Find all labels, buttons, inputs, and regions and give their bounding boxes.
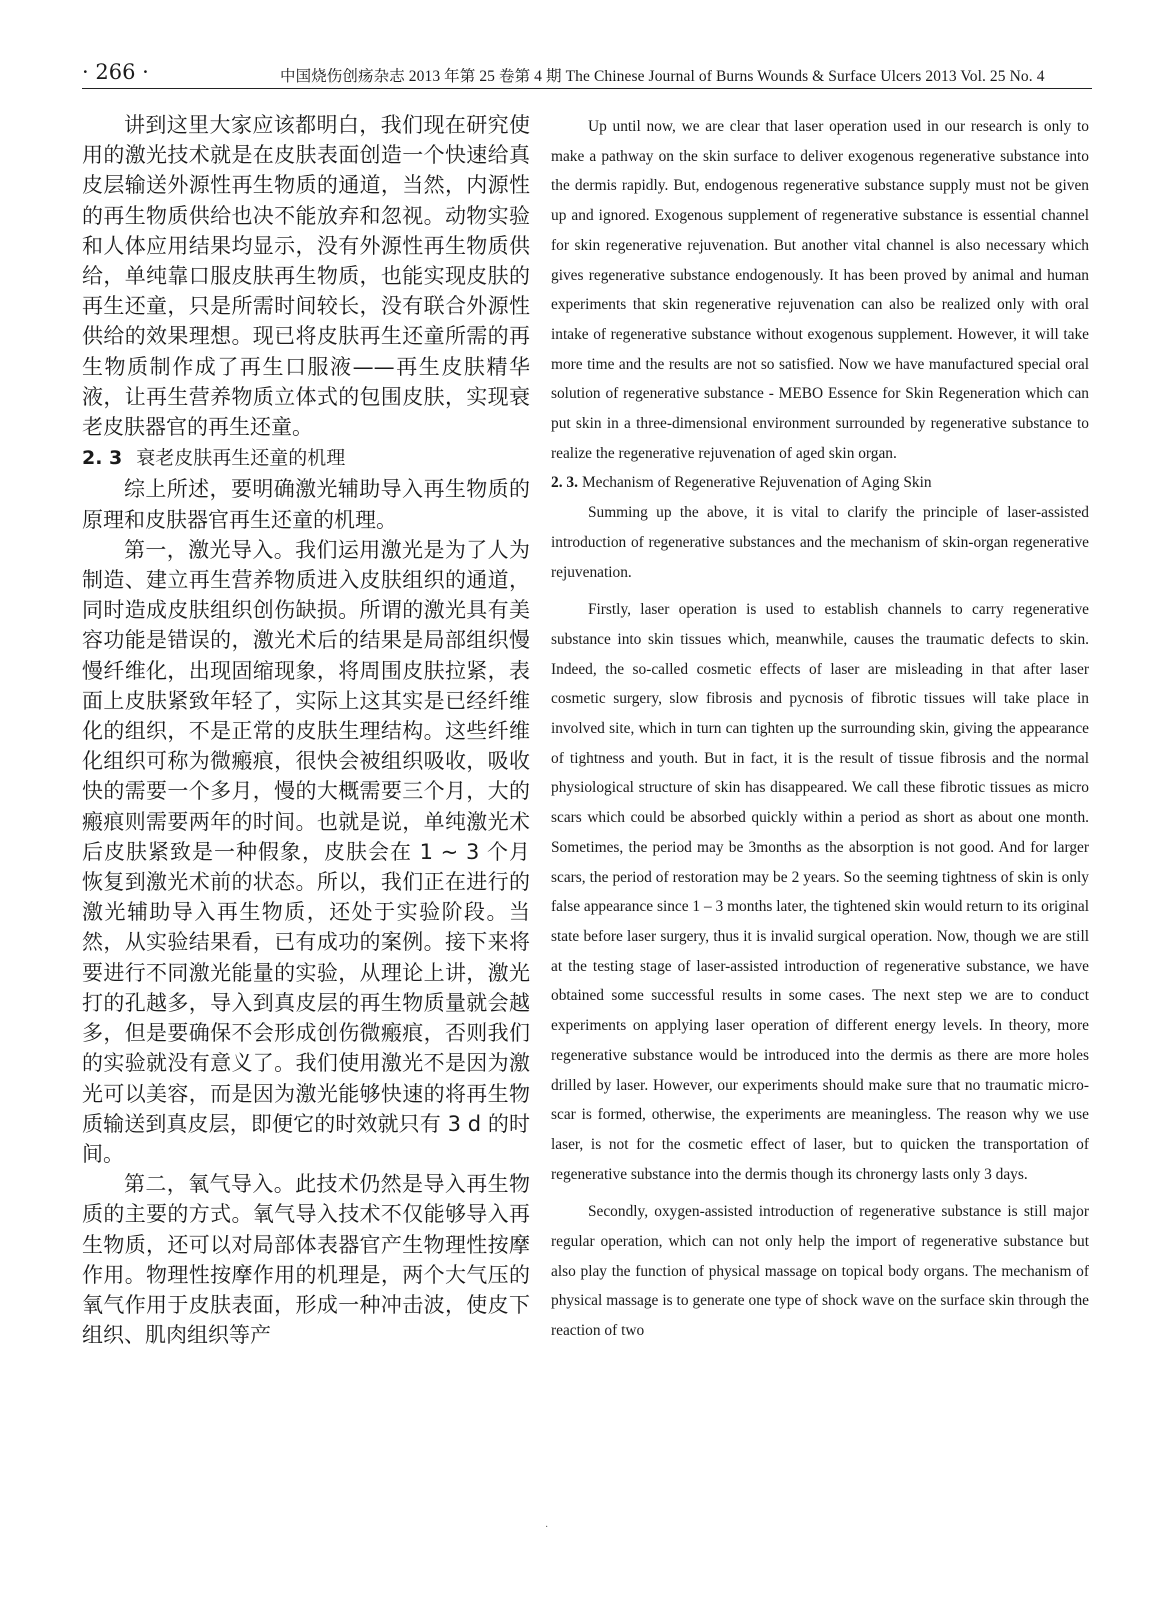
zh-paragraph-1: 讲到这里大家应该都明白，我们现在研究使用的激光技术就是在皮肤表面创造一个快速给真皮层输送外源性再生物质的通道，当然，内源性的再生物质供给也决不能放弃和忽视。动物实验和人体应用结果均显示，没有外源性再生物质供给，单纯靠口服皮肤再生物质，也能实现皮肤的再生还童，只是所需时间较长，没有联合外源性供给的效果理想。现已将皮肤再生还童所需的再生物质制作成了再生口服液——再生皮肤精华液，让再生营养物质立体式的包围皮肤，实现衰老皮肤器官的再生还童。 — [82, 113, 530, 440]
chinese-column — [82, 110, 530, 1350]
header-rule — [82, 88, 1092, 89]
paragraph-gap — [551, 587, 1089, 595]
en-paragraph-4: Secondly, oxygen-assisted introduction of regenerative substance is still major regular operation, which can not only help the import of regenerative substance but also play the function of physical massage on topical body organs. The mechanism of physical massage is to generate one type of shock wave on the surface skin through the reaction of two — [551, 1203, 1089, 1340]
page-number: · 266 · — [82, 60, 149, 84]
en-paragraph-3: Firstly, laser operation is used to establish channels to carry regenerative substance into skin tissues which, meanwhile, causes the traumatic defects to skin. Indeed, the so-called cosmetic effects of laser are misleading in that after laser cosmetic surgery, slow fibrosis and pycnosis of fibrotic tissues will take place in involved site, which in turn can tighten up the surrounding skin, giving the appearance of tightness and youth. But in fact, it is the result of tissue fibrosis and the normal physiological structure of skin has disappeared. We call these fibrotic tissues as micro scars which could be absorbed quickly within a period as short as about one month. Sometimes, the period may be 3months as the absorption is not good. And for larger scars, the period of restoration may be 2 years. So the seeming tightness of skin is only false appearance since 1 – 3 months later, the tightened skin would return to its original state before laser surgery, thus it is invalid surgical operation. Now, though we are still at the testing stage of laser-assisted introduction of regenerative substance, we have obtained some successful results in some cases. The next step we are to conduct experiments on applying laser operation of different energy levels. In theory, more regenerative substance would be introduced into the dermis as there are more holes drilled by laser. However, our experiments should make sure that no traumatic micro-scar is formed, otherwise, the experiments are meaningless. The reason why we use laser, is not for the cosmetic effect of laser, but to quicken the transportation of regenerative substance into the dermis though its chronergy lasts only 3 days. — [551, 601, 1089, 1183]
en-paragraph-2: Summing up the above, it is vital to clarify the principle of laser-assisted introduction of regenerative substances and the mechanism of skin-organ regenerative rejuvenation. — [551, 504, 1089, 581]
en-section-heading — [551, 468, 1089, 498]
english-column — [551, 112, 1089, 1346]
footer-mark: · — [545, 1522, 549, 1533]
zh-paragraph-2: 综上所述，要明确激光辅助导入再生物质的原理和皮肤器官再生还童的机理。 — [82, 477, 530, 532]
en-paragraph-1: Up until now, we are clear that laser operation used in our research is only to make a pathway on the skin surface to deliver exogenous regenerative substance into the dermis rapidly. But, endogenous regenerative substance supply must not be given up and ignored. Exogenous supplement of regenerative substance is essential channel for skin regenerative rejuvenation. But another vital channel is also necessary which gives regenerative substance endogenously. It has been proved by animal and human experiments that skin regenerative rejuvenation can also be realized only with oral intake of regenerative substance without exogenous supplement. However, it will take more time and the results are not so satisfied. Now we have manufactured special oral solution of regenerative substance - MEBO Essence for Skin Regeneration which can put skin in a three-dimensional environment surrounded by regenerative substance to realize the regenerative rejuvenation of aged skin organ. — [551, 118, 1089, 462]
paragraph-gap — [551, 1189, 1089, 1197]
en-section-number: 2. 3. — [551, 474, 578, 492]
running-head: 中国烧伤创疡杂志 2013 年第 25 卷第 4 期 The Chinese Journal of Burns Wounds & Surface Ulcers 2013 Vol. 25 No. 4 — [280, 68, 1045, 85]
zh-section-title: 衰老皮肤再生还童的机理 — [136, 447, 346, 470]
zh-section-number: 2. 3 — [82, 447, 123, 470]
page-header — [82, 60, 1092, 90]
zh-section-heading — [82, 443, 530, 473]
zh-paragraph-3: 第一，激光导入。我们运用激光是为了人为制造、建立再生营养物质进入皮肤组织的通道，同时造成皮肤组织创伤缺损。所谓的激光具有美容功能是错误的，激光术后的结果是局部组织慢慢纤维化，出现固缩现象，将周围皮肤拉紧，表面上皮肤紧致年轻了，实际上这其实是已经纤维化的组织，不是正常的皮肤生理结构。这些纤维化组织可称为微瘢痕，很快会被组织吸收，吸收快的需要一个多月，慢的大概需要三个月，大的瘢痕则需要两年的时间。也就是说，单纯激光术后皮肤紧致是一种假象，皮肤会在 1 ~ 3 个月恢复到激光术前的状态。所以，我们正在进行的激光辅助导入再生物质，还处于实验阶段。当然，从实验结果看，已有成功的案例。接下来将要进行不同激光能量的实验，从理论上讲，激光打的孔越多，导入到真皮层的再生物质量就会越多，但是要确保不会形成创伤微瘢痕，否则我们的实验就没有意义了。我们使用激光不是因为激光可以美容，而是因为激光能够快速的将再生物质输送到真皮层，即便它的时效就只有 3 d 的时间。 — [82, 537, 530, 1166]
zh-paragraph-4: 第二，氧气导入。此技术仍然是导入再生物质的主要的方式。氧气导入技术不仅能够导入再生物质，还可以对局部体表器官产生物理性按摩作用。物理性按摩作用的机理是，两个大气压的氧气作用于皮肤表面，形成一种冲击波，使皮下组织、肌肉组织等产 — [82, 1172, 530, 1348]
en-section-title: Mechanism of Regenerative Rejuvenation of Aging Skin — [581, 474, 932, 492]
